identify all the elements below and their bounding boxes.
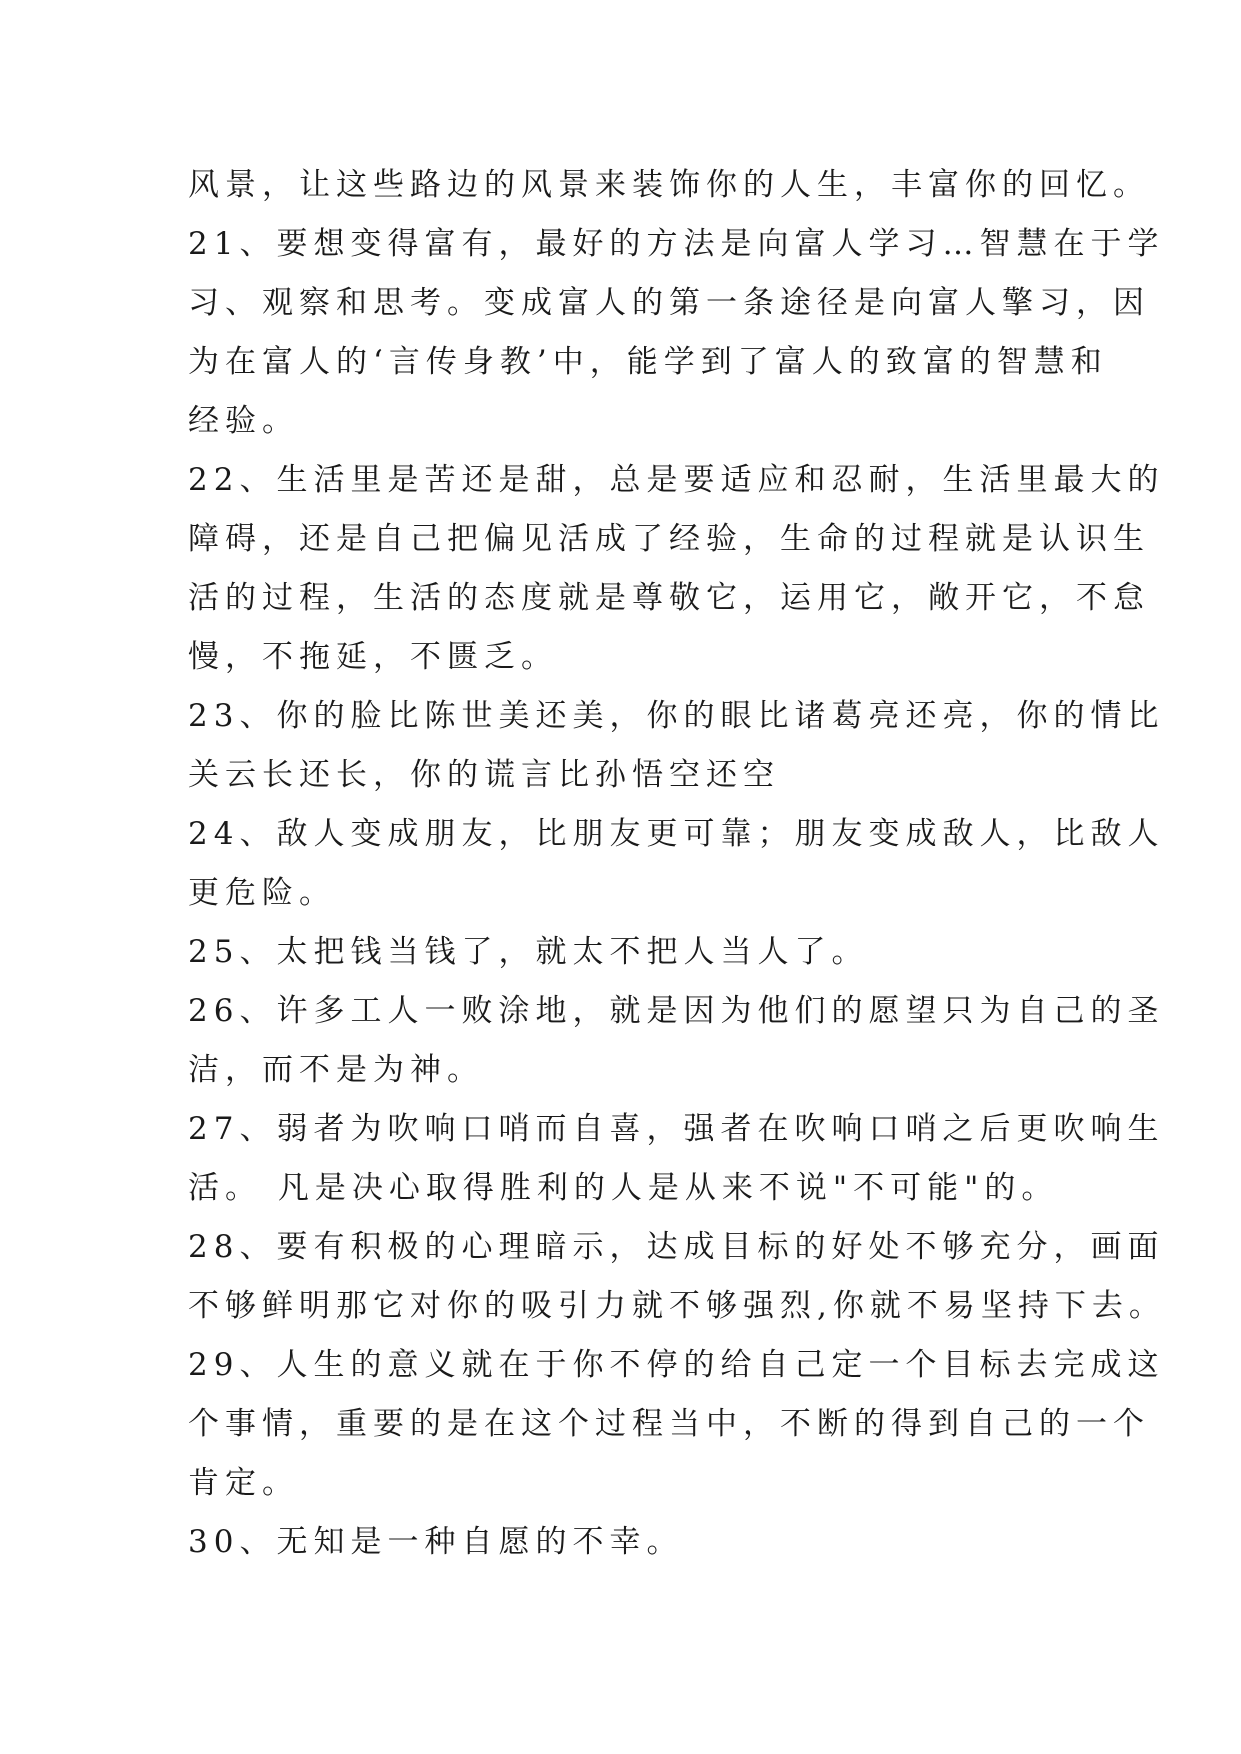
text-line: 22、生活里是苦还是甜，总是要适应和忍耐，生活里最大的 <box>188 462 1165 498</box>
text-line: 风景，让这些路边的风景来装饰你的人生，丰富你的回忆。 <box>188 167 1150 203</box>
text-line: 个事情，重要的是在这个过程当中，不断的得到自己的一个 <box>188 1406 1150 1442</box>
text-line: 慢，不拖延，不匮乏。 <box>188 639 558 675</box>
text-line: 肯定。 <box>188 1465 299 1501</box>
text-line: 27、弱者为吹响口哨而自喜，强者在吹响口哨之后更吹响生 <box>188 1111 1165 1147</box>
text-line: 活的过程，生活的态度就是尊敬它，运用它，敞开它，不怠 <box>188 580 1150 616</box>
text-line: 24、敌人变成朋友，比朋友更可靠；朋友变成敌人，比敌人 <box>188 816 1165 852</box>
text-line: 26、许多工人一败涂地，就是因为他们的愿望只为自己的圣 <box>188 993 1165 1029</box>
text-line: 30、无知是一种自愿的不幸。 <box>188 1524 684 1560</box>
text-line: 活。 凡是决心取得胜利的人是从来不说"不可能"的。 <box>188 1170 1059 1206</box>
text-line: 29、人生的意义就在于你不停的给自己定一个目标去完成这 <box>188 1347 1165 1383</box>
text-line: 25、太把钱当钱了，就太不把人当人了。 <box>188 934 869 970</box>
text-line: 28、要有积极的心理暗示，达成目标的好处不够充分，画面 <box>188 1229 1165 1265</box>
text-line: 洁，而不是为神。 <box>188 1052 484 1088</box>
text-line: 关云长还长，你的谎言比孙悟空还空 <box>188 757 780 793</box>
text-line: 23、你的脸比陈世美还美，你的眼比诸葛亮还亮，你的情比 <box>188 698 1165 734</box>
text-line: 经验。 <box>188 403 299 439</box>
text-line: 不够鲜明那它对你的吸引力就不够强烈,你就不易坚持下去。 <box>188 1288 1166 1324</box>
text-line: 习、观察和思考。变成富人的第一条途径是向富人擎习，因 <box>188 285 1150 321</box>
text-line: 21、要想变得富有，最好的方法是向富人学习…智慧在于学 <box>188 226 1165 262</box>
text-line: 为在富人的‘言传身教’中，能学到了富人的致富的智慧和 <box>188 344 1108 380</box>
document-body <box>188 156 1166 1572</box>
text-line: 障碍，还是自己把偏见活成了经验，生命的过程就是认识生 <box>188 521 1150 557</box>
text-line: 更危险。 <box>188 875 336 911</box>
